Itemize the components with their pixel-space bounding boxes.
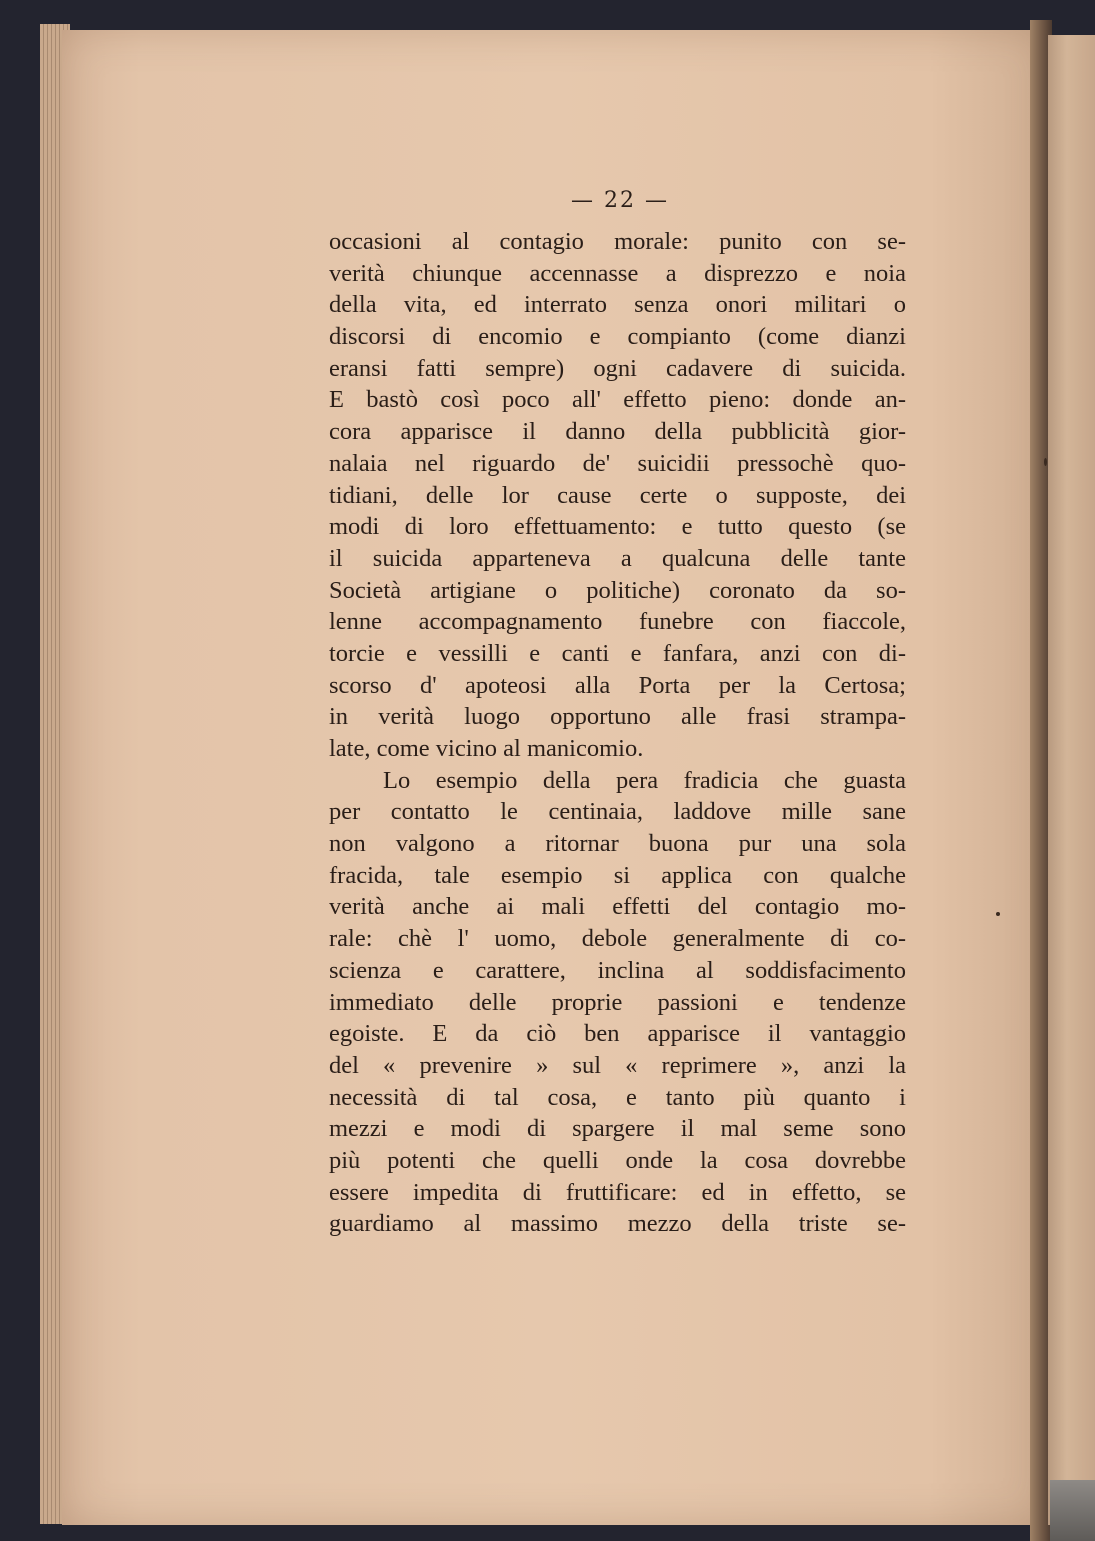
text-line: rale: chè l' uomo, debole generalmente di co-: [329, 925, 906, 953]
text-line: Società artigiane o politiche) coronato da so-: [329, 576, 906, 604]
text-line: del « prevenire » sul « reprimere », anzi la: [329, 1051, 906, 1079]
text-line: late, come vicino al manicomio.: [329, 735, 644, 762]
text-line: in verità luogo opportuno alle frasi strampa-: [329, 703, 906, 731]
text-line: egoiste. E da ciò ben apparisce il vantaggio: [329, 1020, 906, 1048]
text-line: scienza e carattere, inclina al soddisfacimento: [329, 956, 906, 984]
text-line: lenne accompagnamento funebre con fiaccole,: [329, 608, 906, 636]
text-line: tidiani, delle lor cause certe o supposte, dei: [329, 481, 906, 509]
text-line: verità anche ai mali effetti del contagio mo-: [329, 893, 906, 921]
text-line: verità chiunque accennasse a disprezzo e noia: [329, 259, 906, 287]
text-line: guardiamo al massimo mezzo della triste se-: [329, 1210, 906, 1238]
text-line: mezzi e modi di spargere il mal seme sono: [329, 1115, 906, 1143]
text-line: cora apparisce il danno della pubblicità gior-: [329, 418, 906, 446]
text-line: non valgono a ritornar buona pur una sola: [329, 830, 906, 858]
facing-page-edge: [1048, 35, 1095, 1525]
paper-speck: [996, 912, 1000, 916]
text-line: eransi fatti sempre) ogni cadavere di suicida.: [329, 354, 906, 382]
text-line: modi di loro effettuamento: e tutto questo (se: [329, 513, 906, 541]
text-line: il suicida apparteneva a qualcuna delle tante: [329, 544, 906, 572]
text-line: Lo esempio della pera fradicia che guasta: [383, 766, 906, 794]
text-line: per contatto le centinaia, laddove mille sane: [329, 798, 906, 826]
text-line: nalaia nel riguardo de' suicidii pressochè quo-: [329, 449, 906, 477]
text-line: discorsi di encomio e compianto (come dianzi: [329, 323, 906, 351]
text-line: E bastò così poco all' effetto pieno: donde an-: [329, 386, 906, 414]
body-text: [329, 226, 906, 1240]
text-line: occasioni al contagio morale: punito con se-: [329, 228, 906, 255]
text-line: fracida, tale esempio si applica con qualche: [329, 861, 906, 889]
text-line: necessità di tal cosa, e tanto più quanto i: [329, 1083, 906, 1111]
text-line: della vita, ed interrato senza onori militari o: [329, 291, 906, 319]
text-line: scorso d' apoteosi alla Porta per la Certosa;: [329, 671, 906, 699]
text-line: torcie e vessilli e canti e fanfara, anzi con di-: [329, 639, 906, 667]
paper-speck: [1044, 458, 1047, 466]
text-line: più potenti che quelli onde la cosa dovrebbe: [329, 1146, 906, 1174]
scanner-clamp: [1050, 1480, 1095, 1541]
text-line: immediato delle proprie passioni e tendenze: [329, 988, 906, 1016]
text-line: essere impedita di fruttificare: ed in effetto, se: [329, 1178, 906, 1206]
page-number: — 22 —: [571, 188, 669, 213]
